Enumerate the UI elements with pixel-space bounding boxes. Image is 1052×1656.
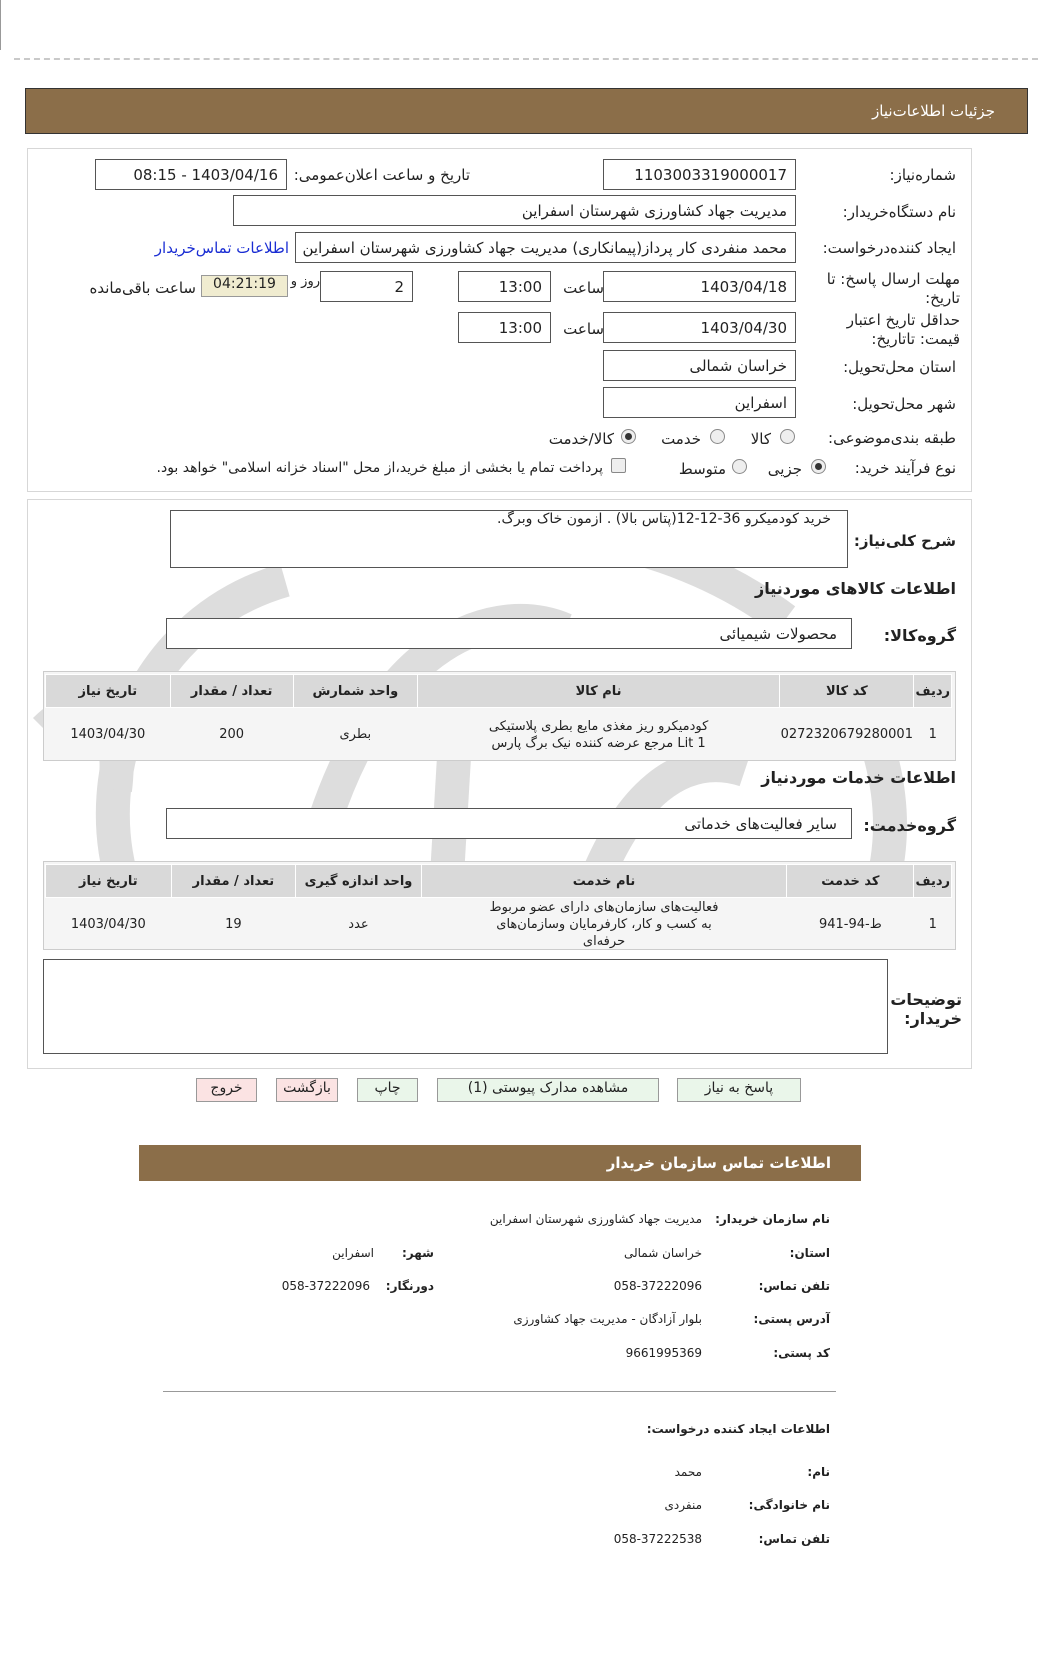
category-both-radio[interactable]	[621, 429, 636, 444]
description-label: شرح کلی‌نیاز:	[853, 532, 956, 550]
reply-deadline-label: مهلت ارسال پاسخ: تا تاریخ:	[826, 270, 960, 307]
category-label: طبقه بندی‌موضوعی:	[828, 429, 956, 447]
contact-org-value: مدیریت جهاد کشاورزی شهرستان اسفراین	[489, 1212, 702, 1226]
goods-col-date: تاریخ نیاز	[46, 675, 171, 708]
services-row-name: فعالیت‌های سازمان‌های دارای عضو مربوط به کسب و کار، کارفرمایان وسازمان‌های حرفه‌ای	[489, 900, 719, 950]
goods-row-qty: 200	[219, 727, 245, 743]
goods-row-name: کودمیکرو ریز مغذی مایع بطری پلاستیکی 1 Lit مرجع عرضه کننده نیک برگ پارس	[488, 718, 709, 751]
treasury-payment-note: پرداخت تمام یا بخشی از مبلغ خرید،از محل "اسناد خزانه اسلامی" خواهد بود.	[156, 460, 603, 476]
goods-row-date: 1403/04/30	[70, 727, 146, 743]
requester-name-value: محمد	[674, 1465, 702, 1479]
reply-hour-label: ساعت	[563, 279, 604, 297]
goods-row-num: 1	[928, 727, 937, 743]
services-table	[45, 864, 952, 952]
services-group-field: سایر فعالیت‌های خدماتی	[166, 808, 852, 839]
province-field: خراسان شمالی	[603, 350, 796, 381]
creator-field: محمد منفردی کار پرداز(پیمانکاری) مدیریت جهاد کشاورزی شهرستان اسفراین	[295, 232, 796, 263]
services-col-date: تاریخ نیاز	[46, 865, 172, 898]
table-row	[46, 708, 952, 762]
city-label: شهر محل‌تحویل:	[852, 395, 956, 413]
contact-header-bar	[139, 1145, 861, 1181]
category-service-label: خدمت	[661, 430, 701, 448]
city-field: اسفراین	[603, 387, 796, 418]
requester-phone-label: تلفن تماس:	[758, 1532, 830, 1546]
process-small-label: جزیی	[767, 460, 802, 478]
days-field: 2	[320, 271, 413, 302]
details-header-title: جزئیات اطلاعات‌نیاز	[872, 102, 995, 120]
need-number-label: شماره‌نیاز:	[889, 166, 956, 184]
top-divider	[14, 58, 1038, 60]
contact-city-label: شهر:	[402, 1246, 434, 1260]
services-group-label: گروه‌خدمت:	[863, 816, 956, 835]
contact-postal-value: 9661995369	[625, 1346, 702, 1360]
announce-field: 1403/04/16 - 08:15	[95, 159, 287, 190]
exit-button[interactable]: خروج	[196, 1078, 257, 1102]
validity-hour-label: ساعت	[563, 320, 604, 338]
services-section-title: اطلاعات خدمات موردنیاز	[761, 768, 956, 787]
details-header-bar	[25, 88, 1028, 134]
announce-label: تاریخ و ساعت اعلان‌عمومی:	[293, 166, 470, 184]
buyer-org-field: مدیریت جهاد کشاورزی شهرستان اسفراین	[233, 195, 796, 226]
services-row-date: 1403/04/30	[70, 917, 146, 933]
remaining-timer: 04:21:19	[201, 275, 288, 297]
goods-col-row: ردیف	[914, 675, 952, 708]
contact-divider	[163, 1391, 836, 1392]
attachments-button[interactable]: مشاهده مدارک پیوستی (1)	[437, 1078, 659, 1102]
validity-label: حداقل تاریخ اعتبار قیمت: تاتاریخ:	[846, 311, 960, 348]
requester-title: اطلاعات ایجاد کننده درخواست:	[646, 1422, 830, 1436]
goods-table	[45, 674, 952, 762]
contact-postal-label: کد پستی:	[773, 1346, 830, 1360]
process-label: نوع فرآیند خرید:	[854, 459, 956, 477]
print-button[interactable]: چاپ	[357, 1078, 418, 1102]
goods-col-code: کد کالا	[780, 675, 914, 708]
province-label: استان محل‌تحویل:	[843, 358, 956, 376]
buyer-contact-link[interactable]: اطلاعات تماس‌خریدار	[154, 239, 289, 257]
back-button[interactable]: بازگشت	[276, 1078, 338, 1102]
services-col-row: ردیف	[914, 865, 952, 898]
contact-address-value: بلوار آزادگان - مدیریت جهاد کشاورزی	[513, 1312, 702, 1326]
category-both-label: کالا/خدمت	[548, 430, 614, 448]
category-service-radio[interactable]	[710, 429, 725, 444]
goods-group-label: گروه‌کالا:	[883, 626, 956, 645]
remaining-label: ساعت باقی‌مانده	[89, 279, 196, 297]
services-row-num: 1	[928, 917, 937, 933]
need-number-field: 1103003319000017	[603, 159, 796, 190]
requester-family-label: نام خانوادگی:	[748, 1498, 830, 1512]
contact-address-label: آدرس پستی:	[753, 1312, 830, 1326]
goods-col-unit: واحد شمارش	[293, 675, 418, 708]
validity-time-field: 13:00	[458, 312, 551, 343]
contact-phone-value: 058-37222096	[613, 1279, 702, 1293]
page-edge-tick	[0, 0, 1, 50]
contact-fax-value: 058-37222096	[281, 1279, 370, 1293]
requester-name-label: نام:	[807, 1465, 830, 1479]
services-col-code: کد خدمت	[787, 865, 914, 898]
reply-button[interactable]: پاسخ به نیاز	[677, 1078, 801, 1102]
reply-time-field: 13:00	[458, 271, 551, 302]
description-text: خرید کودمیکرو 36-12-12(پتاس بالا) . ازمون خاک وبرگ.	[497, 511, 831, 527]
services-row-unit: عدد	[348, 917, 369, 933]
description-textarea	[170, 510, 848, 568]
category-goods-label: کالا	[750, 430, 771, 448]
contact-header-title: اطلاعات تماس سازمان خریدار	[606, 1154, 831, 1172]
table-row	[46, 898, 952, 952]
buyer-notes-field	[43, 959, 888, 1054]
process-medium-label: متوسط	[678, 460, 726, 478]
reply-date-field: 1403/04/18	[603, 271, 796, 302]
goods-col-name: نام کالا	[418, 675, 780, 708]
process-medium-radio[interactable]	[732, 459, 747, 474]
requester-family-value: منفردی	[664, 1498, 702, 1512]
contact-province-value: خراسان شمالی	[623, 1246, 702, 1260]
goods-row-unit: بطری	[339, 727, 372, 743]
buyer-org-label: نام دستگاه‌خریدار:	[842, 203, 956, 221]
creator-label: ایجاد کننده‌درخواست:	[822, 239, 956, 257]
requester-phone-value: 058-37222538	[613, 1532, 702, 1546]
goods-col-qty: تعداد / مقدار	[170, 675, 293, 708]
contact-fax-label: دورنگار:	[385, 1279, 434, 1293]
contact-province-label: استان:	[789, 1246, 830, 1260]
services-col-name: نام خدمت	[421, 865, 786, 898]
goods-section-title: اطلاعات کالاهای موردنیاز	[755, 579, 956, 598]
contact-city-value: اسفراین	[332, 1246, 374, 1260]
days-label: روز و	[290, 274, 320, 289]
buyer-notes-label: توضیحات خریدار:	[890, 990, 962, 1028]
contact-phone-label: تلفن تماس:	[758, 1279, 830, 1293]
services-row-code: ط-94-941	[818, 917, 882, 933]
goods-group-field: محصولات شیمیائی	[166, 618, 852, 649]
services-col-qty: تعداد / مقدار	[171, 865, 296, 898]
services-row-qty: 19	[225, 917, 242, 933]
treasury-payment-checkbox[interactable]	[611, 458, 626, 473]
goods-row-code: 0272320679280001	[780, 727, 913, 743]
validity-date-field: 1403/04/30	[603, 312, 796, 343]
services-col-unit: واحد اندازه گیری	[296, 865, 422, 898]
category-goods-radio[interactable]	[780, 429, 795, 444]
process-small-radio[interactable]	[811, 459, 826, 474]
contact-org-label: نام سازمان خریدار:	[715, 1212, 830, 1226]
